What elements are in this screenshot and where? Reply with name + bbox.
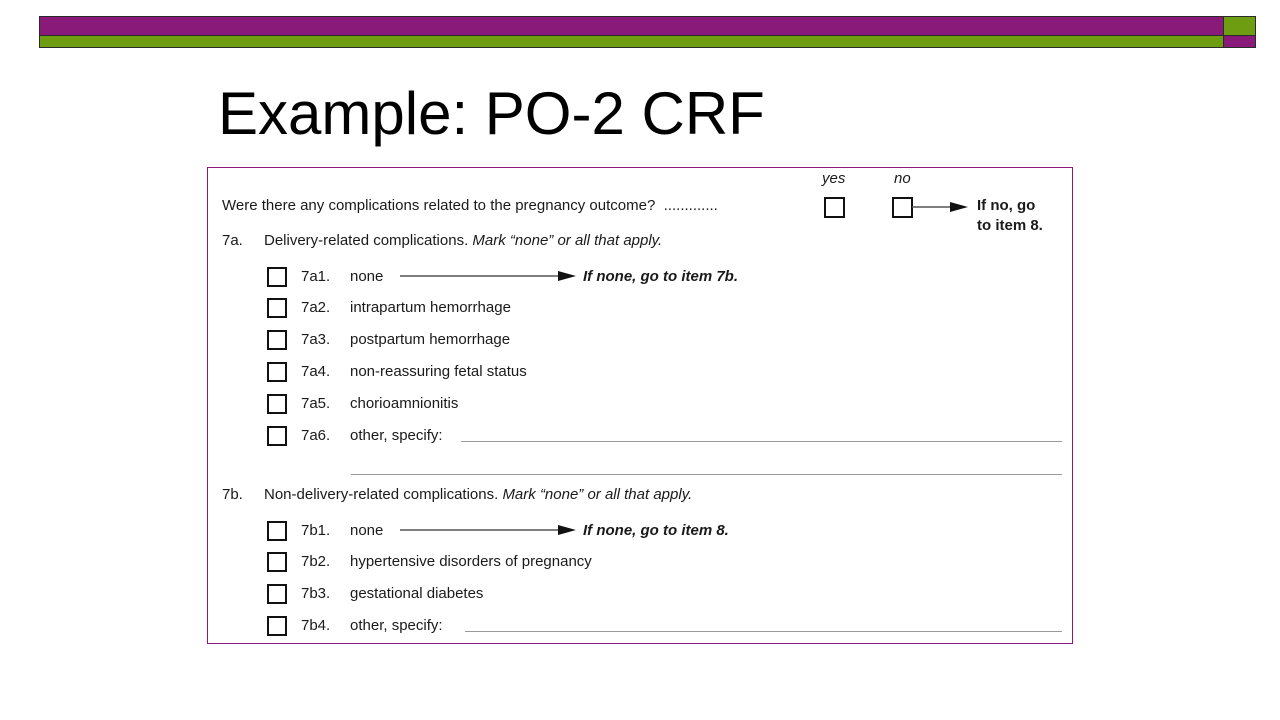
checkbox-7a4[interactable] (267, 362, 287, 382)
section-7b-number: 7b. (222, 486, 243, 503)
code-7a4: 7a4. (301, 363, 331, 380)
code-7a6: 7a6. (301, 427, 331, 444)
label-7a1: none (350, 268, 384, 285)
section-7b-label: Non-delivery-related complications. (264, 486, 499, 503)
question-text (222, 197, 718, 215)
code-7a5: 7a5. (301, 395, 331, 412)
section-7b-instruction: Mark “none” or all that apply. (502, 486, 693, 503)
header-bar-purple (39, 16, 1224, 36)
specify-line-7b4[interactable] (465, 631, 1062, 632)
checkbox-7b1[interactable] (267, 521, 287, 541)
section-7a-instruction: Mark “none” or all that apply. (472, 232, 663, 249)
label-7a2: intrapartum hemorrhage (350, 299, 511, 316)
code-7b2: 7b2. (301, 553, 331, 570)
skip-arrow-no (912, 200, 968, 214)
label-7b3: gestational diabetes (350, 585, 484, 602)
section-7a-heading (264, 232, 662, 250)
section-7a-number: 7a. (222, 232, 243, 249)
checkbox-7a2[interactable] (267, 298, 287, 318)
header-square-green (1223, 16, 1256, 36)
code-7b1: 7b1. (301, 522, 331, 539)
checkbox-7b2[interactable] (267, 552, 287, 572)
skip-7b1: If none, go to item 8. (583, 522, 729, 539)
skip-7a1: If none, go to item 7b. (583, 268, 738, 285)
code-7a2: 7a2. (301, 299, 331, 316)
col-no-label: no (894, 170, 911, 187)
section-7a-label: Delivery-related complications. (264, 232, 469, 249)
slide-title: Example: PO-2 CRF (218, 80, 765, 147)
label-7b2: hypertensive disorders of pregnancy (350, 553, 592, 570)
skip-arrow-7b1 (400, 523, 576, 537)
header-square-purple (1223, 35, 1256, 48)
no-checkbox[interactable] (892, 197, 913, 218)
code-7a3: 7a3. (301, 331, 331, 348)
label-7b1: none (350, 522, 384, 539)
label-7a6: other, specify: (350, 427, 443, 444)
crf-form (207, 167, 1073, 644)
code-7a1: 7a1. (301, 268, 331, 285)
checkbox-7b4[interactable] (267, 616, 287, 636)
checkbox-7b3[interactable] (267, 584, 287, 604)
code-7b3: 7b3. (301, 585, 331, 602)
skip-arrow-7a1 (400, 269, 576, 283)
skip-no-line2: to item 8. (977, 217, 1043, 234)
yes-checkbox[interactable] (824, 197, 845, 218)
label-7a4: non-reassuring fetal status (350, 363, 527, 380)
header-bar-green (39, 35, 1224, 48)
specify-line-7a6[interactable] (461, 441, 1062, 442)
checkbox-7a5[interactable] (267, 394, 287, 414)
code-7b4: 7b4. (301, 617, 331, 634)
section-7b-heading (264, 486, 692, 504)
col-yes-label: yes (822, 170, 846, 187)
question-label: Were there any complications related to the pregnancy outcome? (222, 197, 656, 214)
label-7b4: other, specify: (350, 617, 443, 634)
leader-dots: ............. (663, 197, 718, 214)
label-7a5: chorioamnionitis (350, 395, 459, 412)
checkbox-7a3[interactable] (267, 330, 287, 350)
skip-no-line1: If no, go (977, 197, 1036, 214)
checkbox-7a1[interactable] (267, 267, 287, 287)
specify-line-7a6-continued[interactable] (351, 474, 1062, 475)
label-7a3: postpartum hemorrhage (350, 331, 511, 348)
checkbox-7a6[interactable] (267, 426, 287, 446)
